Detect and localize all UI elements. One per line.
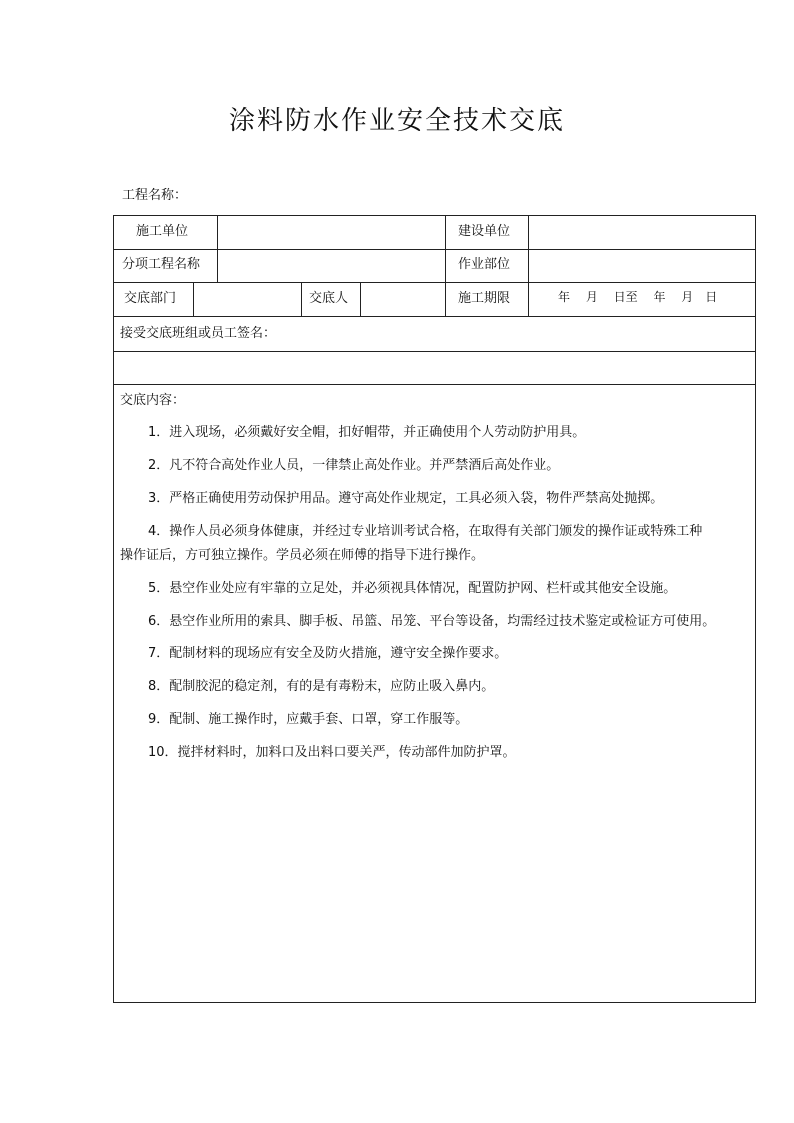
content-item: 2．凡不符合高处作业人员，一律禁止高处作业。并严禁酒后高处作业。 [148, 458, 560, 473]
briefing-dept-label: 交底部门 [124, 291, 177, 306]
row-divider [114, 316, 755, 317]
content-item: 5．悬空作业处应有牢靠的立足处，并必须视具体情况，配置防护网、栏杆或其他安全设施。 [148, 581, 677, 596]
content-item: 3．严格正确使用劳动保护用品。遵守高处作业规定，工具必须入袋，物件严禁高处抛掷。 [148, 491, 664, 506]
document-title: 涂料防水作业安全技术交底 [228, 106, 565, 136]
row-divider [114, 282, 755, 283]
construction-unit-label: 施工单位 [136, 224, 189, 239]
content-item: 10．搅拌材料时，加料口及出料口要关严，传动部件加防护罩。 [148, 745, 516, 760]
builder-unit-label: 建设单位 [458, 224, 511, 239]
content-item: 8．配制胶泥的稳定剂，有的是有毒粉末，应防止吸入鼻内。 [148, 679, 495, 694]
content-item: 7．配制材料的现场应有安全及防火措施，遵守安全操作要求。 [148, 646, 508, 661]
briefing-form [113, 215, 756, 1003]
signature-field[interactable] [120, 356, 740, 380]
period-field[interactable]: 年 月 日至 年 月 日 [558, 290, 718, 304]
period-label: 施工期限 [458, 291, 511, 306]
content-label: 交底内容： [120, 393, 186, 408]
content-item-continued: 操作证后，方可独立操作。学员必须在师傅的指导下进行操作。 [120, 548, 485, 563]
row-divider [114, 384, 755, 385]
col-divider [217, 216, 218, 282]
content-item: 6．悬空作业所用的索具、脚手板、吊篮、吊笼、平台等设备，均需经过技术鉴定或检证方可使用。 [148, 614, 716, 629]
sub-project-label: 分项工程名称 [122, 257, 201, 272]
col-divider [445, 216, 446, 316]
col-divider [528, 216, 529, 316]
content-item: 4．操作人员必须身体健康，并经过专业培训考试合格，在取得有关部门颁发的操作证或特殊工种 [148, 524, 703, 539]
content-item: 1．进入现场，必须戴好安全帽，扣好帽带，并正确使用个人劳动防护用具。 [148, 425, 586, 440]
project-name-label: 工程名称： [122, 188, 188, 203]
briefer-label: 交底人 [309, 291, 349, 306]
work-location-label: 作业部位 [458, 257, 511, 272]
row-divider [114, 249, 755, 250]
row-divider [114, 351, 755, 352]
col-divider [301, 282, 302, 316]
col-divider [193, 282, 194, 316]
col-divider [360, 282, 361, 316]
content-item: 9．配制、施工操作时，应戴手套、口罩，穿工作服等。 [148, 712, 469, 727]
signature-label: 接受交底班组或员工签名： [120, 326, 277, 341]
